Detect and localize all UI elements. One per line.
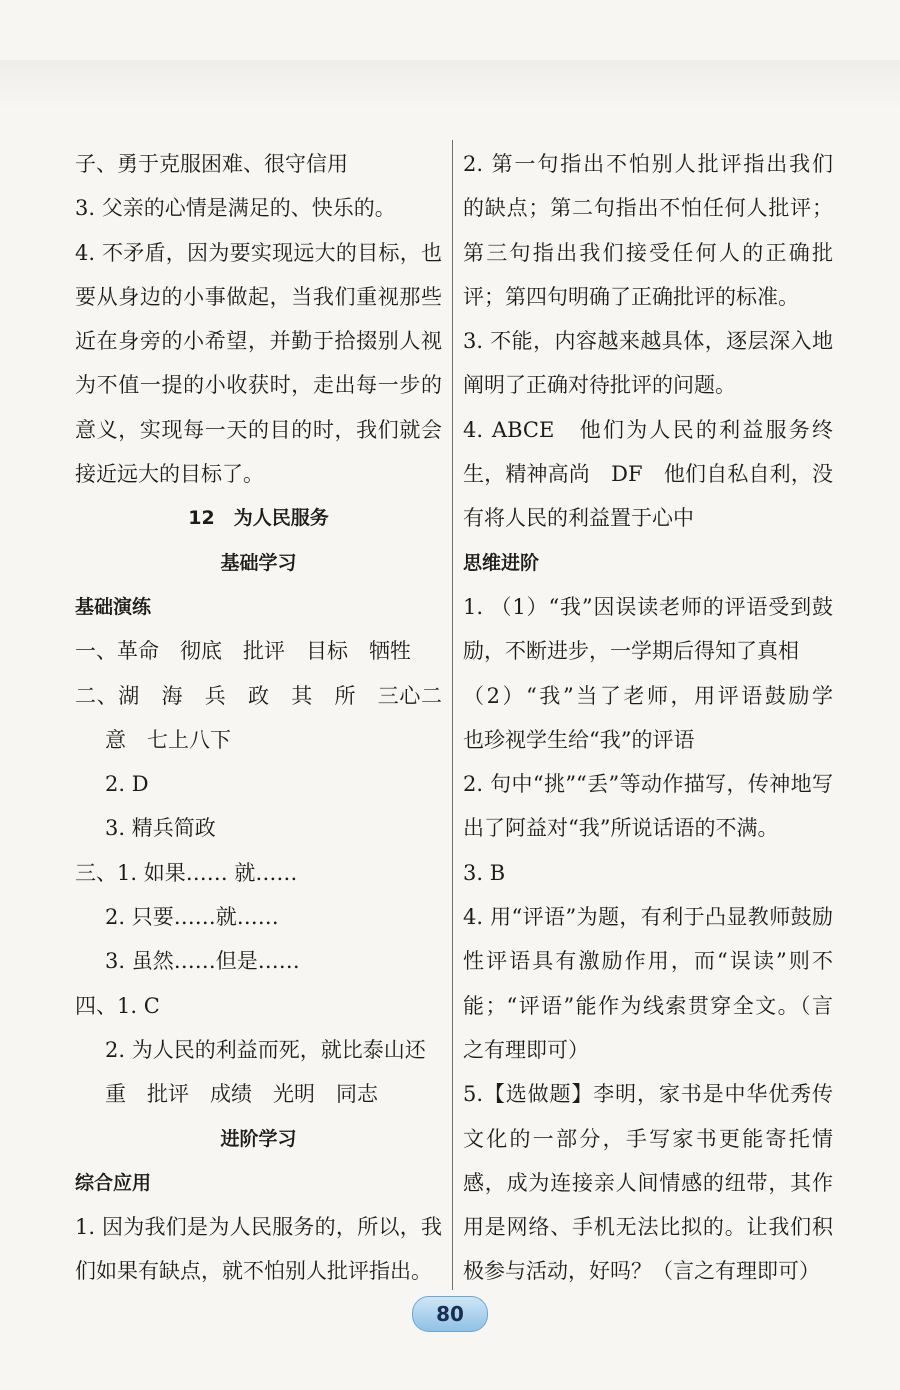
left-text-line: 4. 不矛盾，因为要实现远大的目标，也 xyxy=(75,240,442,265)
left-text-line: 一、革命 彻底 批评 目标 牺牲 xyxy=(75,639,411,664)
left-heading: 基础学习 xyxy=(220,551,297,574)
right-text-line: 3. B xyxy=(463,860,506,885)
right-text-line: 能；“评语”能作为线索贯穿全文。（言 xyxy=(463,993,833,1018)
left-text-line: 意义，实现每一天的目的时，我们就会 xyxy=(75,417,442,442)
right-text-line: （2）“我”当了老师，用评语鼓励学 xyxy=(463,683,833,708)
right-text-line: 1. （1）“我”因误读老师的评语受到鼓 xyxy=(463,594,833,619)
left-text-line: 四、1. C xyxy=(75,993,160,1018)
left-text-line: 2. 为人民的利益而死，就比泰山还 xyxy=(105,1037,426,1062)
right-text-line: 5.【选做题】李明，家书是中华优秀传 xyxy=(463,1082,833,1107)
left-text-line: 3. 父亲的心情是满足的、快乐的。 xyxy=(75,196,396,221)
right-text-line: 之有理即可） xyxy=(463,1037,589,1062)
left-heading: 基础演练 xyxy=(75,595,152,618)
left-text-line: 1. 因为我们是为人民服务的，所以，我 xyxy=(75,1215,442,1240)
right-text-line: 3. 不能，内容越来越具体，逐层深入地 xyxy=(463,329,833,354)
left-heading: 12 为人民服务 xyxy=(188,507,329,530)
right-text-line: 也珍视学生给“我”的评语 xyxy=(463,727,695,752)
left-text-line: 子、勇于克服困难、很守信用 xyxy=(75,152,348,176)
right-text-line: 用是网络、手机无法比拟的。让我们积 xyxy=(463,1215,833,1240)
right-text-line: 4. 用“评语”为题，有利于凸显教师鼓励 xyxy=(463,905,833,930)
left-text-line: 2. D xyxy=(105,772,149,797)
page-number: 80 xyxy=(436,1302,464,1326)
left-text-line: 近在身旁的小希望，并勤于拾掇别人视 xyxy=(75,329,442,354)
right-text-line: 出了阿益对“我”所说话语的不满。 xyxy=(463,816,779,841)
right-text-line: 励，不断进步，一学期后得知了真相 xyxy=(463,639,799,664)
left-text-line: 3. 精兵简政 xyxy=(105,816,216,841)
right-text-line: 性评语具有激励作用，而“误读”则不 xyxy=(463,949,833,974)
right-text-line: 有将人民的利益置于心中 xyxy=(463,506,694,531)
page-number-badge xyxy=(412,1296,488,1332)
right-text-line: 的缺点；第二句指出不怕任何人批评； xyxy=(463,196,833,221)
left-text-line: 们如果有缺点，就不怕别人批评指出。 xyxy=(75,1259,432,1284)
right-text-line: 2. 句中“挑”“丢”等动作描写，传神地写 xyxy=(463,772,833,797)
right-text-line: 第三句指出我们接受任何人的正确批 xyxy=(463,240,833,265)
left-text-line: 要从身边的小事做起，当我们重视那些 xyxy=(75,284,442,309)
left-text-line: 重 批评 成绩 光明 同志 xyxy=(105,1082,378,1107)
left-text-line: 为不值一提的小收获时，走出每一步的 xyxy=(75,373,442,398)
right-text-line: 2. 第一句指出不怕别人批评指出我们 xyxy=(463,152,833,176)
right-text-line: 4. ABCE 他们为人民的利益服务终 xyxy=(463,417,833,442)
left-heading: 综合应用 xyxy=(75,1171,152,1194)
right-text-line: 极参与活动，好吗？（言之有理即可） xyxy=(463,1259,820,1284)
column-divider xyxy=(452,140,453,1290)
right-text-line: 评；第四句明确了正确批评的标准。 xyxy=(463,284,799,309)
right-column xyxy=(463,142,833,1294)
left-text-line: 三、1. 如果…… 就…… xyxy=(75,860,298,885)
right-text-line: 文化的一部分，手写家书更能寄托情 xyxy=(463,1126,833,1151)
left-text-line: 3. 虽然……但是…… xyxy=(105,949,300,974)
scan-shadow-band xyxy=(0,60,900,110)
left-text-line: 接近远大的目标了。 xyxy=(75,462,264,487)
right-text-line: 阐明了正确对待批评的问题。 xyxy=(463,373,736,398)
right-text-line: 感，成为连接亲人间情感的纽带，其作 xyxy=(463,1170,833,1195)
left-column xyxy=(75,142,442,1294)
left-text-line: 2. 只要……就…… xyxy=(105,905,279,930)
left-text-line: 二、湖 海 兵 政 其 所 三心二 xyxy=(75,683,442,708)
right-text-line: 生，精神高尚 DF 他们自私自利，没 xyxy=(463,462,833,487)
left-text-line: 意 七上八下 xyxy=(105,727,231,752)
right-heading: 思维进阶 xyxy=(463,551,540,574)
left-heading: 进阶学习 xyxy=(220,1127,297,1150)
